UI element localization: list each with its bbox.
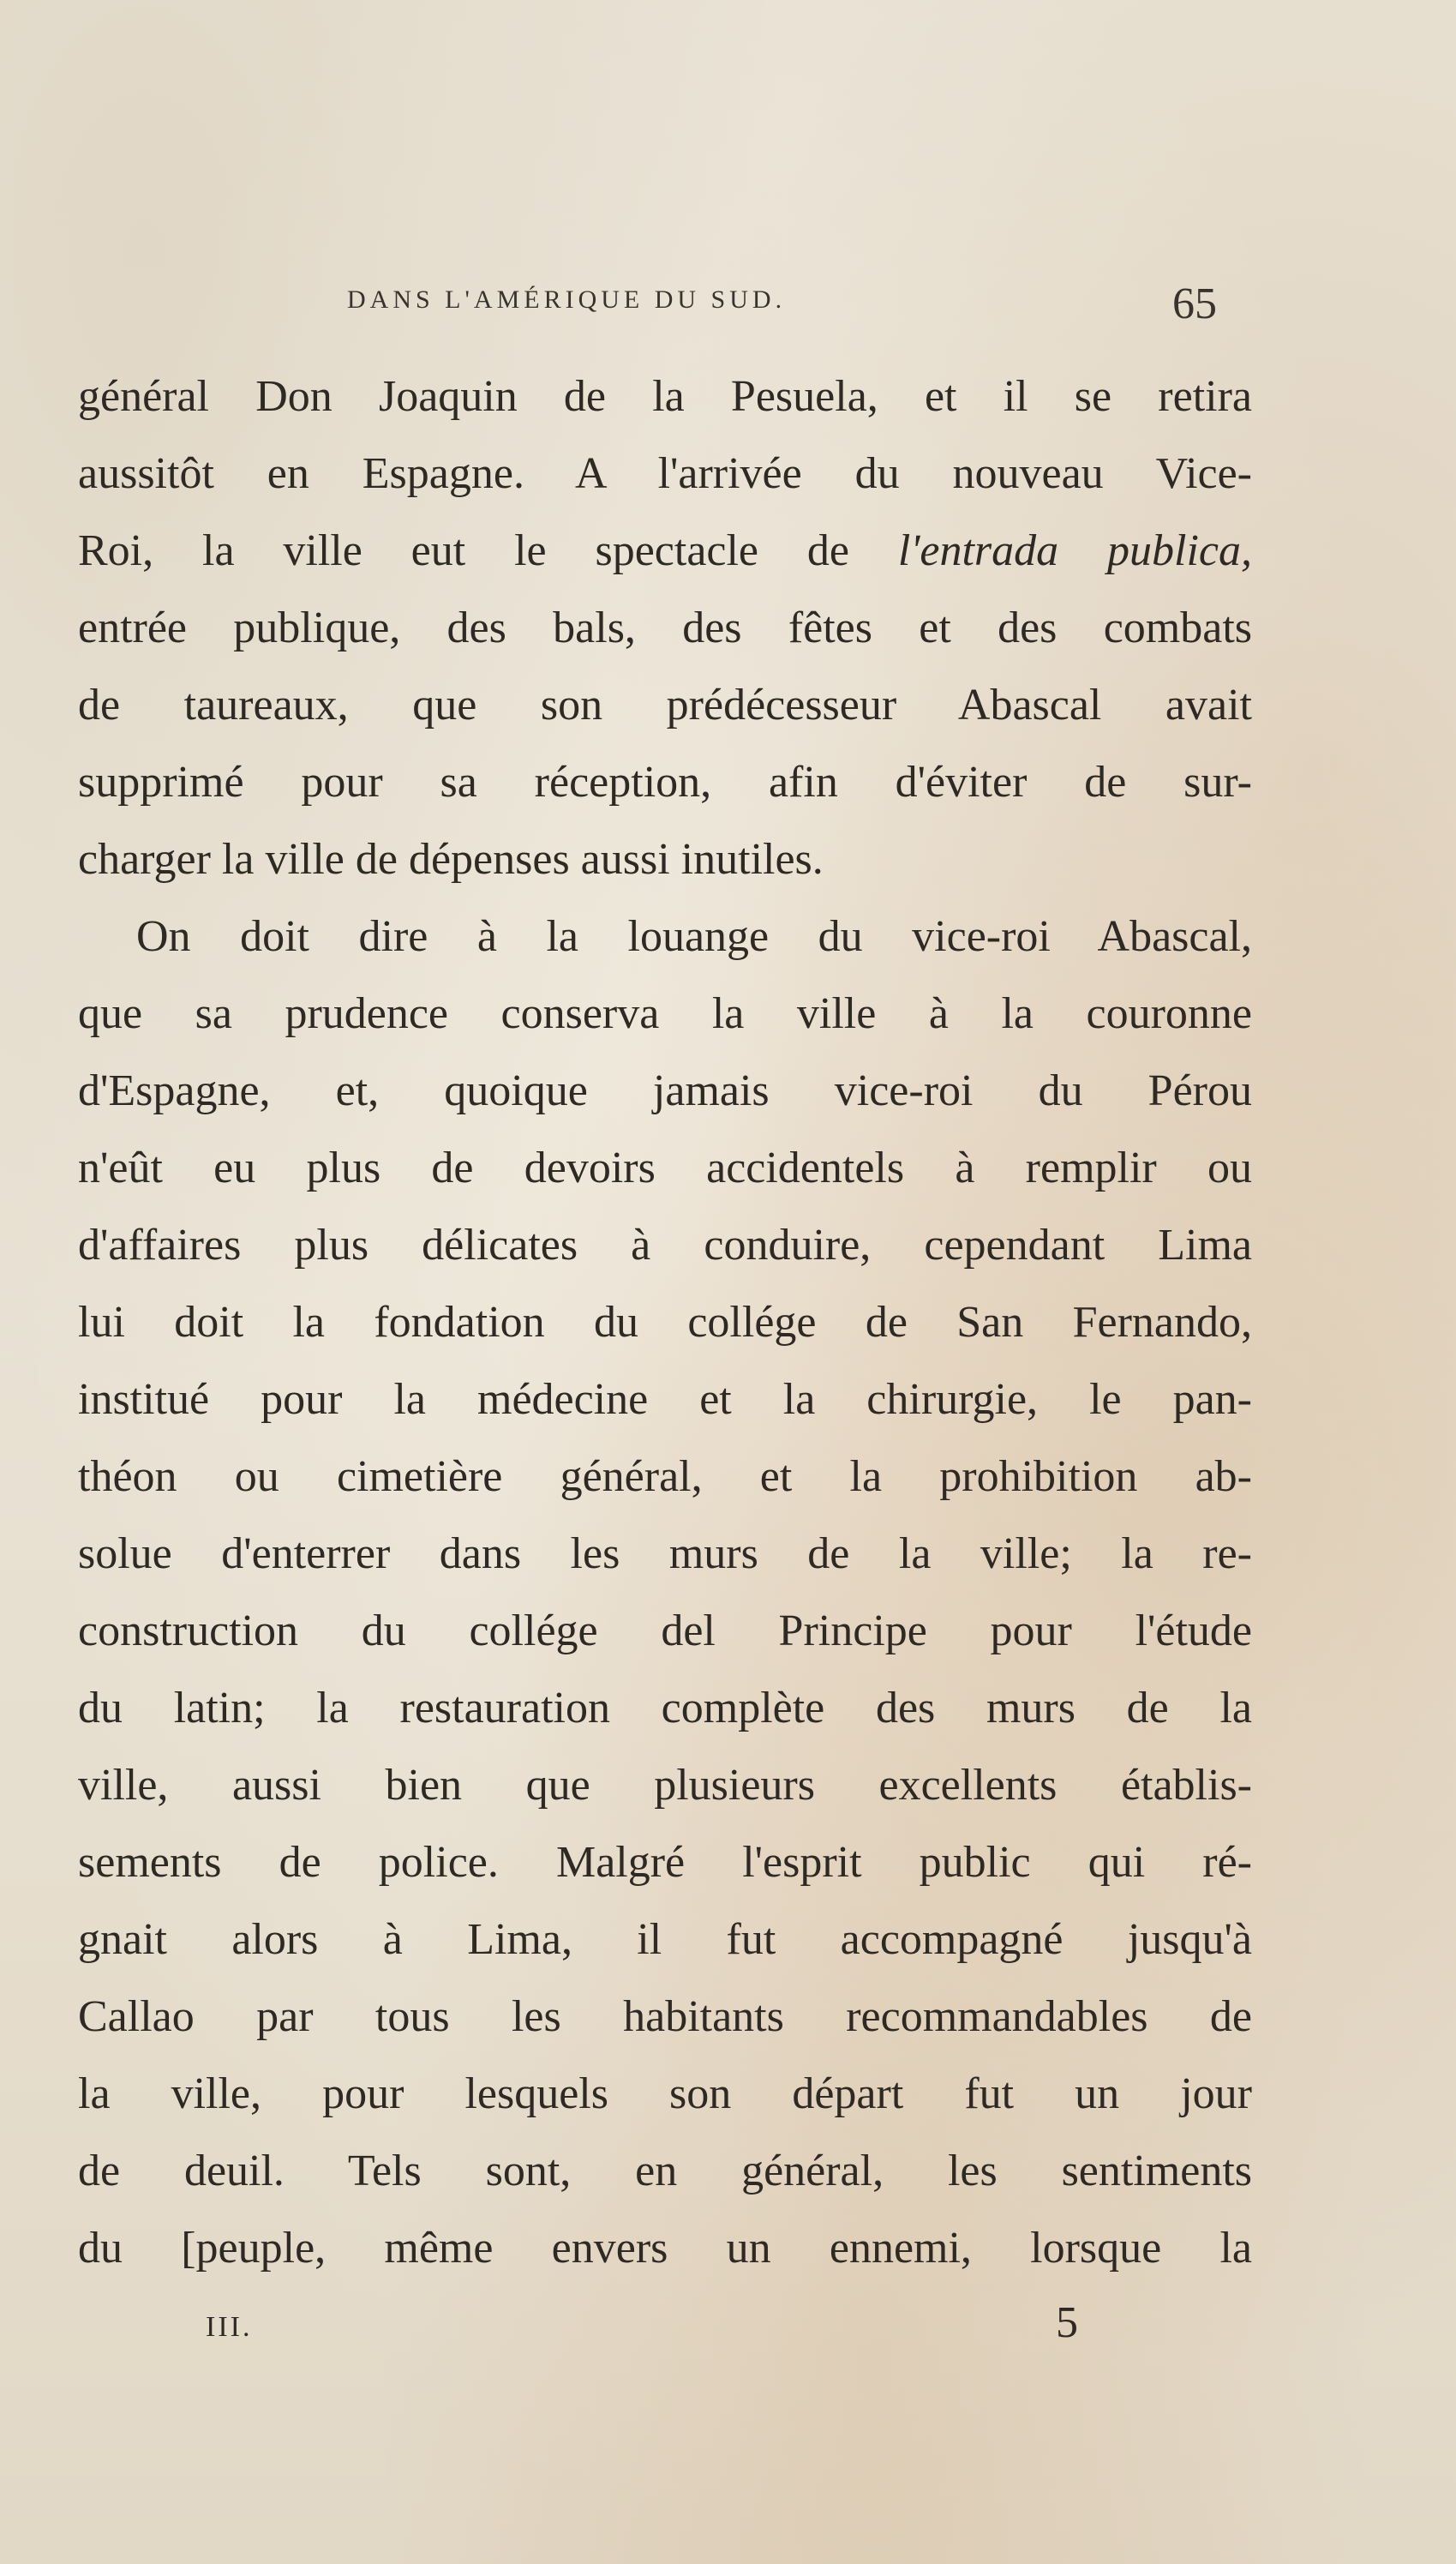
text-line: On doit dire à la louange du vice-roi Abascal,	[136, 912, 1252, 961]
text-line: d'affaires plus délicates à conduire, cependant Lima	[78, 1221, 1252, 1270]
text-line: général Don Joaquin de la Pesuela, et il se retira	[78, 372, 1252, 421]
italic-phrase: l'entrada publica,	[897, 526, 1253, 575]
text-line: institué pour la médecine et la chirurgie, le pan-	[78, 1375, 1252, 1424]
text-line: d'Espagne, et, quoique jamais vice-roi du Pérou	[78, 1066, 1252, 1115]
text-line: supprimé pour sa réception, afin d'éviter de sur-	[78, 758, 1252, 807]
text-line: n'eût eu plus de devoirs accidentels à remplir ou	[78, 1144, 1252, 1192]
text-line: gnait alors à Lima, il fut accompagné jusqu'à	[78, 1915, 1252, 1964]
text-line: aussitôt en Espagne. A l'arrivée du nouveau Vice-	[78, 449, 1252, 498]
text-line: la ville, pour lesquels son départ fut un jour	[78, 2069, 1252, 2118]
volume-number: III.	[206, 2311, 253, 2343]
body-text	[78, 358, 1252, 2287]
text-line: solue d'enterrer dans les murs de la ville; la re-	[78, 1529, 1252, 1578]
page-number: 65	[1172, 279, 1217, 328]
text-line-roman: Roi, la ville eut le spectacle de	[78, 526, 849, 575]
running-head	[0, 279, 1456, 330]
text-line: de deuil. Tels sont, en général, les sentiments	[78, 2147, 1252, 2195]
text-line: lui doit la fondation du collége de San Fernando,	[78, 1298, 1252, 1347]
text-line: Callao par tous les habitants recommandables de	[78, 1992, 1252, 2041]
text-line: charger la ville de dépenses aussi inutiles.	[78, 835, 824, 884]
text-line: de taureaux, que son prédécesseur Abascal avait	[78, 681, 1252, 730]
text-line: du latin; la restauration complète des murs de la	[78, 1684, 1252, 1732]
text-line: sements de police. Malgré l'esprit public qui ré-	[78, 1838, 1252, 1887]
text-line: construction du collége del Principe pour l'étude	[78, 1606, 1252, 1655]
text-line: ville, aussi bien que plusieurs excellents établis-	[78, 1761, 1252, 1810]
text-line: théon ou cimetière général, et la prohibition ab-	[78, 1452, 1252, 1501]
text-line	[78, 513, 1252, 590]
signature-mark: 5	[1056, 2298, 1078, 2347]
page-footer	[0, 2297, 1456, 2357]
running-title: DANS L'AMÉRIQUE DU SUD.	[347, 285, 787, 314]
text-line: du [peuple, même envers un ennemi, lorsque la	[78, 2224, 1252, 2273]
text-line: entrée publique, des bals, des fêtes et des combats	[78, 603, 1252, 652]
text-line: que sa prudence conserva la ville à la couronne	[78, 989, 1252, 1038]
